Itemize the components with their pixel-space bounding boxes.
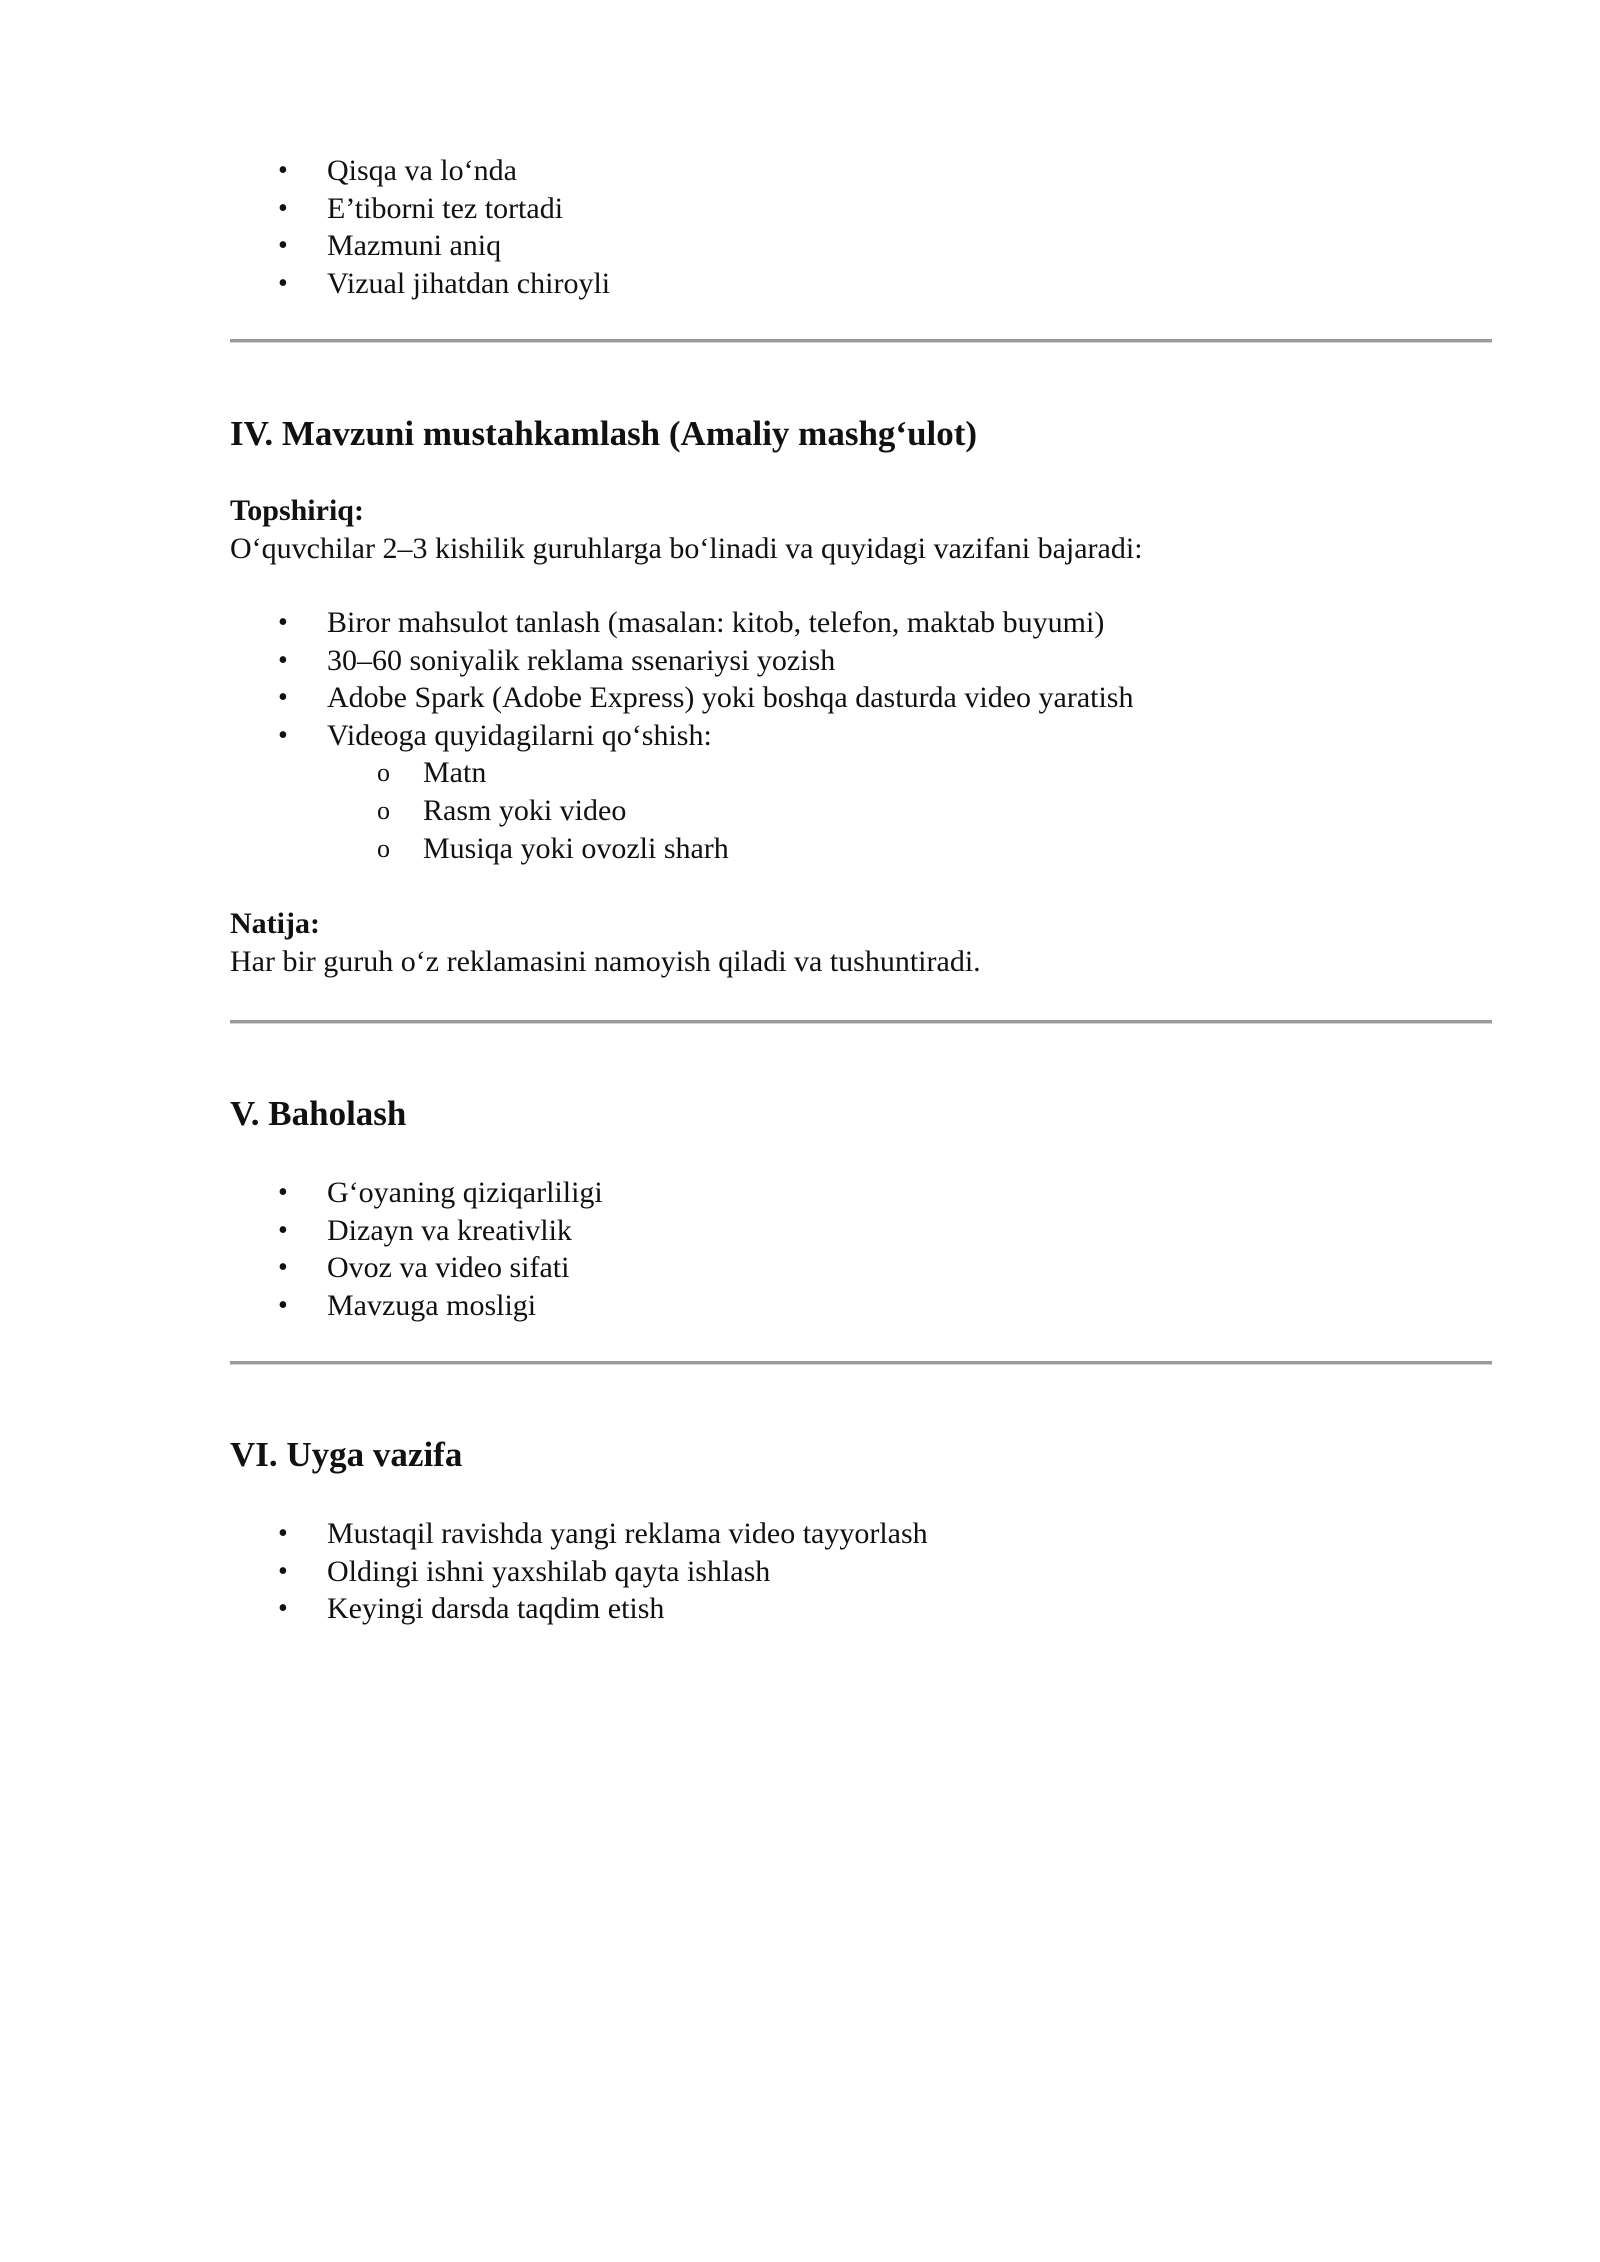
bullet-icon: • bbox=[278, 1252, 288, 1283]
list-item bbox=[230, 265, 1492, 303]
list-item-text: Keyingi darsda taqdim etish bbox=[327, 1592, 665, 1625]
list-item-text: Vizual jihatdan chiroyli bbox=[327, 266, 611, 300]
bullet-icon: • bbox=[278, 1518, 288, 1549]
top-bullet-list-block bbox=[230, 152, 1492, 302]
bullet-icon: • bbox=[278, 682, 288, 713]
task-list-block bbox=[230, 604, 1492, 868]
list-item bbox=[230, 152, 1492, 190]
list-item-text: Ovoz va video sifati bbox=[327, 1251, 570, 1284]
list-item-text: Videoga quyidagilarni qo‘shish: bbox=[327, 718, 712, 752]
top-bullet-list bbox=[230, 152, 1492, 302]
list-item bbox=[230, 227, 1492, 265]
horizontal-divider bbox=[230, 1020, 1492, 1024]
task-bullet-list bbox=[230, 604, 1492, 754]
sub-list-item-text: Rasm yoki video bbox=[423, 794, 627, 827]
bullet-icon: • bbox=[278, 267, 288, 299]
result-text: Har bir guruh o‘z reklamasini namoyish qiladi va tushuntiradi. bbox=[230, 945, 981, 978]
bullet-icon: • bbox=[278, 1555, 288, 1587]
task-text: O‘quvchilar 2–3 kishilik guruhlarga bo‘linadi va quyidagi vazifani bajaradi: bbox=[230, 532, 1143, 565]
result-label: Natija: bbox=[230, 907, 320, 940]
list-item-text: E’tiborni tez tortadi bbox=[327, 191, 564, 225]
bullet-icon: • bbox=[278, 1214, 288, 1246]
list-item bbox=[230, 1515, 1492, 1553]
bullet-icon: • bbox=[278, 719, 288, 751]
bullet-icon: • bbox=[278, 1289, 288, 1321]
list-item-text: Adobe Spark (Adobe Express) yoki boshqa dasturda video yaratish bbox=[327, 681, 1134, 714]
list-item bbox=[230, 717, 1492, 755]
list-item bbox=[230, 1174, 1492, 1212]
list-item bbox=[230, 642, 1492, 680]
list-item-text: Dizayn va kreativlik bbox=[327, 1213, 572, 1247]
sub-list-item bbox=[230, 754, 1492, 792]
circle-bullet-icon: o bbox=[377, 758, 390, 787]
bullet-icon: • bbox=[278, 230, 288, 261]
list-item bbox=[230, 679, 1492, 717]
homework-bullet-list bbox=[230, 1515, 1492, 1628]
sub-bullet-list bbox=[230, 754, 1492, 868]
bullet-icon: • bbox=[278, 1593, 288, 1624]
list-item bbox=[230, 1249, 1492, 1287]
homework-list-block bbox=[230, 1515, 1492, 1628]
bullet-icon: • bbox=[278, 607, 288, 638]
list-item-text: Qisqa va lo‘nda bbox=[327, 154, 517, 187]
sub-list-item bbox=[230, 830, 1492, 868]
list-item-text: Biror mahsulot tanlash (masalan: kitob, telefon, maktab buyumi) bbox=[327, 606, 1105, 639]
list-item-text: Oldingi ishni yaxshilab qayta ishlash bbox=[327, 1554, 771, 1588]
list-item bbox=[230, 1287, 1492, 1325]
list-item-text: 30–60 soniyalik reklama ssenariysi yozish bbox=[327, 643, 836, 677]
circle-bullet-icon: o bbox=[377, 796, 390, 825]
circle-bullet-icon: o bbox=[377, 834, 390, 863]
sub-list-item bbox=[230, 792, 1492, 830]
section-heading: IV. Mavzuni mustahkamlash (Amaliy mashg‘ulot) bbox=[230, 414, 978, 453]
horizontal-divider bbox=[230, 1361, 1492, 1365]
list-item bbox=[230, 1212, 1492, 1250]
bullet-icon: • bbox=[278, 1177, 288, 1208]
sub-list-item-text: Matn bbox=[423, 756, 487, 789]
list-item-text: Mustaqil ravishda yangi reklama video tayyorlash bbox=[327, 1517, 928, 1550]
section-heading: VI. Uyga vazifa bbox=[230, 1435, 463, 1474]
section-heading: V. Baholash bbox=[230, 1094, 407, 1133]
list-item bbox=[230, 604, 1492, 642]
horizontal-divider bbox=[230, 339, 1492, 343]
list-item bbox=[230, 1590, 1492, 1628]
bullet-icon: • bbox=[278, 155, 288, 186]
sub-list-item-text: Musiqa yoki ovozli sharh bbox=[423, 832, 729, 865]
evaluation-bullet-list bbox=[230, 1174, 1492, 1324]
evaluation-list-block bbox=[230, 1174, 1492, 1324]
list-item-text: Mazmuni aniq bbox=[327, 229, 502, 262]
task-label: Topshiriq: bbox=[230, 494, 364, 527]
bullet-icon: • bbox=[278, 644, 288, 676]
bullet-icon: • bbox=[278, 192, 288, 224]
list-item bbox=[230, 190, 1492, 228]
list-item bbox=[230, 1553, 1492, 1591]
list-item-text: G‘oyaning qiziqarliligi bbox=[327, 1176, 603, 1209]
list-item-text: Mavzuga mosligi bbox=[327, 1288, 537, 1322]
